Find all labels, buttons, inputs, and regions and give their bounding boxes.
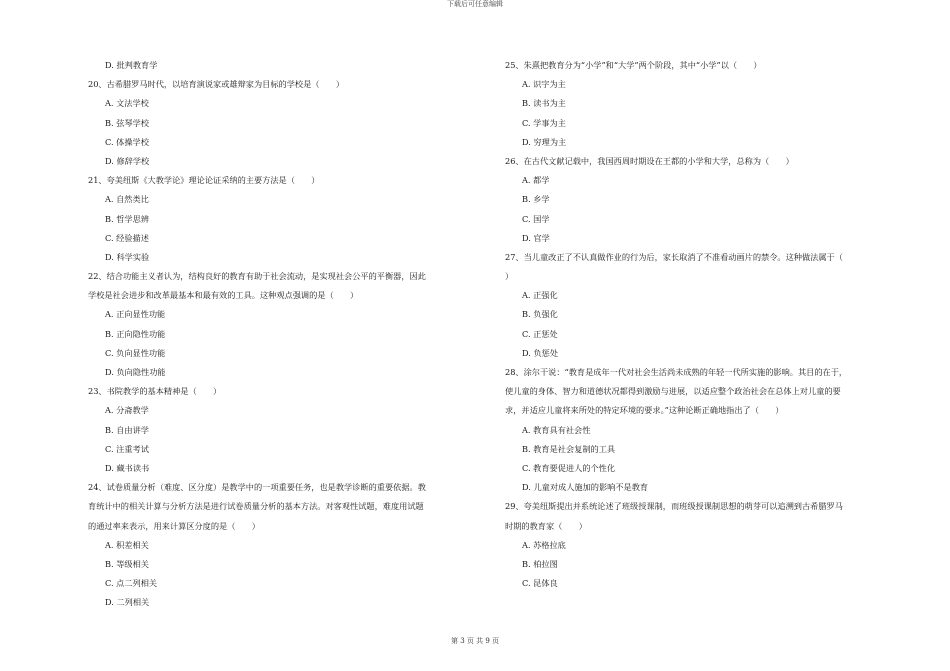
answer-option: B. 柏拉图: [522, 558, 558, 569]
answer-option: B. 乡学: [522, 194, 550, 205]
answer-option: A. 自然类比: [105, 194, 149, 205]
answer-option: D. 负向隐性功能: [105, 367, 166, 377]
question-text: 的通过率来表示，用来计算区分度的是（ ）: [88, 520, 260, 531]
question-text: 23、书院教学的基本精神是（ ）: [88, 386, 222, 397]
answer-option: C. 负向显性功能: [105, 347, 166, 358]
answer-option: A. 积差相关: [105, 539, 149, 550]
left-column: [88, 56, 480, 612]
answer-option: D. 二列相关: [105, 597, 150, 608]
answer-option: C. 学事为主: [522, 117, 566, 128]
answer-option: C. 正惩处: [522, 328, 558, 339]
question-text: 22、结合功能主义者认为，结构良好的教育有助于社会流动，是实现社会公平的平衡器，因此: [88, 271, 426, 282]
answer-option: C. 注重考试: [105, 443, 149, 454]
question-text: 求，并适应儿童将来所处的特定环境的要求。”这种论断正确地指出了（ ）: [505, 405, 784, 416]
answer-option: B. 负强化: [522, 309, 558, 320]
answer-option: C. 教育要促进人的个性化: [522, 462, 616, 473]
page-header: 下载后可任意编辑: [447, 0, 503, 8]
answer-option: D. 儿童对成人施加的影响不是教育: [522, 482, 649, 493]
answer-option: A. 正向显性功能: [105, 309, 166, 320]
question-text: 29、夸美纽斯提出并系统论述了班级授课制，而班级授课制思想的萌芽可以追溯到古希腊罗马: [505, 501, 843, 512]
question-text: 使儿童的身体、智力和道德状况都得到激励与进展，以适应整个政治社会在总体上对儿童的要: [505, 386, 841, 397]
answer-option: A. 文法学校: [105, 98, 149, 109]
question-text: 学校是社会进步和改革最基本和最有效的工具。这种观点强调的是（ ）: [88, 290, 359, 301]
question-text: 27、当儿童改正了不认真做作业的行为后，家长取消了不准看动画片的禁令。这种做法属于（: [505, 251, 843, 262]
question-text: 育统计中的相关计算与分析方法是进行试卷质量分析的基本方法。对客观性试题，难度用试题: [88, 501, 424, 512]
answer-option: D. 穷理为主: [522, 136, 567, 147]
answer-option: C. 经验描述: [105, 232, 149, 243]
answer-option: B. 教育是社会复制的工具: [522, 443, 616, 454]
answer-option: B. 弦琴学校: [105, 117, 149, 128]
answer-option: A. 苏格拉底: [522, 539, 566, 550]
answer-option: A. 正强化: [522, 290, 558, 301]
answer-option: D. 科学实验: [105, 251, 150, 262]
question-text: ）: [505, 271, 514, 282]
page-number: 第 3 页 共 9 页: [450, 637, 500, 645]
right-column: [505, 56, 905, 593]
answer-option: D. 官学: [522, 232, 550, 243]
answer-option: C. 体操学校: [105, 136, 149, 147]
question-text: 25、朱熹把教育分为“小学”和“大学”两个阶段，其中“小学”以（ ）: [505, 60, 762, 70]
answer-option: B. 哲学思辨: [105, 213, 149, 224]
answer-option: C. 点二列相关: [105, 578, 158, 589]
answer-option: A. 都学: [522, 175, 550, 186]
question-text: 28、涂尔干说：“教育是成年一代对社会生活尚未成熟的年轻一代所实施的影响。其目的在于，: [505, 367, 848, 377]
answer-option: B. 正向隐性功能: [105, 328, 166, 339]
answer-option: A. 分斋教学: [105, 405, 149, 416]
question-text: 21、夸美纽斯《大教学论》理论论证采纳的主要方法是（ ）: [88, 175, 320, 186]
question-text: 20、古希腊罗马时代，以培育演说家或雄辩家为目标的学校是（ ）: [88, 79, 345, 90]
answer-option: D. 负惩处: [522, 347, 559, 358]
answer-option: B. 自由讲学: [105, 424, 149, 435]
answer-option: A. 教育具有社会性: [522, 424, 591, 435]
question-text: 26、在古代文献记载中，我国西周时期设在王都的小学和大学，总称为（ ）: [505, 155, 794, 166]
answer-option: D. 批判教育学: [105, 60, 158, 70]
question-text: 24、试卷质量分析（难度、区分度）是教学中的一项重要任务，也是教学诊断的重要依据。教: [88, 482, 426, 493]
answer-option: B. 等级相关: [105, 558, 149, 569]
answer-option: C. 昆体良: [522, 578, 558, 589]
question-text: 时期的教育家（ ）: [505, 520, 587, 531]
answer-option: D. 修辞学校: [105, 155, 150, 166]
answer-option: A. 识字为主: [522, 79, 566, 90]
answer-option: B. 读书为主: [522, 98, 566, 109]
answer-option: D. 藏书读书: [105, 462, 150, 473]
answer-option: C. 国学: [522, 213, 550, 224]
